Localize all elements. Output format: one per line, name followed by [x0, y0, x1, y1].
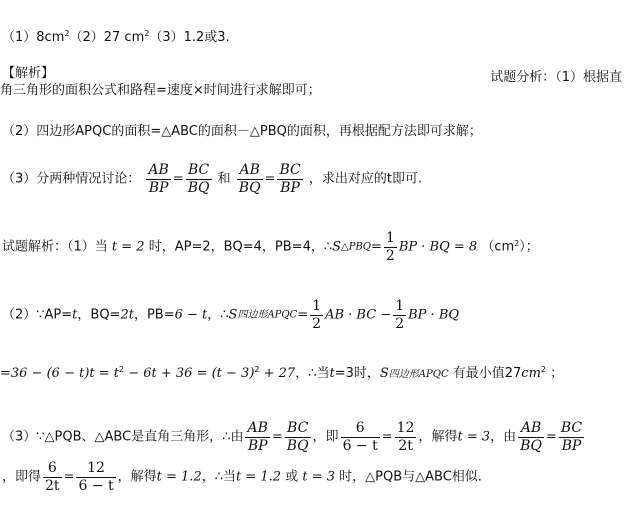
frac-num: 12: [76, 460, 115, 478]
s5-solve: ，解得: [117, 469, 157, 485]
frac-den: BQ: [187, 180, 210, 196]
s2-2t: 2t: [120, 307, 134, 323]
fraction-ab-bq-2: [518, 420, 544, 455]
s1-expr: BP · BQ = 8: [398, 239, 478, 255]
s3-expr2: − 6t + 36 = (t − 3): [124, 366, 255, 381]
frac-num: BC: [560, 420, 583, 436]
s4-by: ，即: [312, 429, 339, 445]
analysis-line-3-pre: （3）分两种情况讨论：: [2, 171, 141, 187]
frac-num: 6: [341, 420, 380, 438]
s1-mid: 时，AP=2，BQ=4，PB=4，∴: [148, 239, 333, 255]
answer-2-value: 27 cm: [103, 30, 145, 45]
s5-t12b: t = 1.2: [236, 469, 282, 485]
frac-num: 12: [396, 420, 415, 436]
s4-eq: =: [381, 429, 393, 445]
fraction-bc-bp: [277, 162, 302, 197]
s2-sub: 四边形APQC: [237, 309, 298, 321]
frac-den: 2t: [45, 478, 60, 494]
frac-num: 1: [385, 230, 395, 246]
frac-num: BC: [279, 162, 301, 178]
answer-3-value: 1.2或3.: [183, 30, 230, 45]
fraction-bc-bp-2: [559, 420, 584, 455]
s1-pre: 试题解析：（1）当: [2, 239, 108, 255]
fraction-half-1: [310, 298, 323, 333]
s1-unit: （cm: [481, 239, 515, 255]
frac-num: 6: [43, 460, 62, 478]
fraction-12-6t: [76, 460, 115, 495]
answer-1-sup: 2: [64, 29, 70, 38]
s1-unit-sup: 2: [514, 239, 520, 248]
fraction-half: [384, 230, 397, 265]
fraction-half-2: [393, 298, 406, 333]
frac-den: BP: [247, 438, 268, 454]
frac-den: BP: [561, 438, 582, 454]
solution-line-3: [0, 362, 563, 383]
fraction-bc-bq: [186, 162, 212, 197]
frac-num: AB: [518, 420, 544, 438]
s1-t: t = 2: [111, 239, 145, 255]
frac-den: 6 − t: [342, 438, 378, 454]
frac-den: BP: [280, 180, 300, 196]
answer-3-prefix: （3）: [149, 30, 184, 45]
s4-pre: （3）∵△PQB、△ABC是直角三角形，∴由: [2, 429, 244, 445]
s2-eq: =: [297, 307, 309, 323]
s3-mid: ，∴当: [295, 366, 330, 381]
s1-eq: =: [371, 239, 382, 255]
fraction-12-2t: [395, 420, 417, 455]
fraction-6-2t: [43, 460, 62, 495]
s3-sup3: 2: [540, 365, 546, 374]
s2-pre: （2）∵AP=: [2, 307, 73, 323]
solution-line-1: [2, 230, 539, 265]
frac-num: 1: [395, 298, 405, 314]
frac-den: BP: [148, 180, 169, 196]
s3-cm: cm: [521, 366, 541, 381]
analysis-line-3-and: 和: [217, 171, 231, 187]
analysis-line-3: （3）分两种情况讨论： $\frac{AB}{BP}$ = $\frac{BC}{BQ}$ 和 $\frac{AB}{BQ}$ = $\frac{BC}{BP}$ ，求出对应的t即可.: [2, 162, 423, 196]
s5-pre: ，即得: [2, 469, 42, 485]
s3-expr: =36 − (6 − t)t = t: [0, 366, 119, 381]
frac-den: BQ: [238, 180, 261, 196]
answer-2-prefix: （2）: [69, 30, 104, 45]
s4-by2: ，由: [490, 429, 517, 445]
s5-eq: =: [63, 469, 75, 485]
s2-therefore: ，∴: [207, 307, 229, 323]
s1-end: ）；: [519, 239, 539, 255]
s3-eq3: =3时，: [334, 366, 380, 381]
s3-sub: 四边形APQC: [388, 369, 449, 380]
fraction-ab-bq: [237, 162, 263, 197]
frac-den: 2t: [398, 438, 413, 454]
fraction-bc-bq-2: [285, 420, 311, 455]
frac-num: 1: [312, 298, 322, 314]
s4-t3: t = 3: [457, 429, 491, 445]
analysis-line-3-post: ，求出对应的t即可.: [308, 171, 423, 187]
frac-den: BQ: [520, 438, 542, 454]
s2-bpbq: BP · BQ: [408, 307, 460, 323]
fraction-ab-bp: [146, 162, 170, 197]
frac-den: 2: [385, 248, 395, 264]
answer-1-prefix: （1）: [2, 30, 37, 45]
s5-or: 或: [285, 469, 299, 485]
s2-pb: ，PB=: [133, 307, 175, 323]
answer-2-sup: 2: [144, 29, 150, 38]
answer-line: [2, 26, 230, 46]
s5-mid: ，∴当: [201, 469, 236, 485]
analysis-right-head: 试题分析：（1）根据直: [490, 70, 622, 85]
fraction-ab-bp-2: [245, 420, 269, 455]
solution-line-2: [2, 298, 459, 333]
s4-solve: ，解得: [418, 429, 458, 445]
s2-S: S: [228, 307, 238, 323]
frac-den: 2: [312, 316, 322, 332]
s3-min: 有最小值27: [452, 366, 522, 381]
fraction-6-6t: [341, 420, 380, 455]
s3-S: S: [379, 366, 389, 381]
solution-line-5: [2, 460, 482, 495]
s3-t: t: [329, 366, 335, 381]
frac-num: AB: [247, 420, 268, 436]
solution-line-4: （3）∵△PQB、△ABC是直角三角形，∴由 $\frac{AB}{BP}$ = $\frac{BC}{BQ}$ ，即 $\frac{6}{6 - t}$ = $\frac{12}{2t}$ ，解得t = 3，由 $\frac{AB}{BQ}$ = $\frac{BC}{BP}$: [2, 420, 583, 454]
frac-den: BQ: [286, 438, 309, 454]
frac-num: AB: [237, 162, 263, 180]
answer-1-value: 8cm: [36, 30, 65, 45]
s5-end: 时，△PQB与△ABC相似.: [339, 469, 482, 485]
frac-den: 6 − t: [78, 478, 114, 494]
s2-6t: 6 − t: [174, 307, 208, 323]
s1-sub: △PBQ: [341, 241, 371, 253]
s3-end: ；: [550, 366, 564, 381]
frac-num: BC: [285, 420, 311, 438]
s2-abbc: AB · BC −: [325, 307, 392, 323]
analysis-line-2: （2）四边形APQC的面积=△ABC的面积－△PBQ的面积，再根据配方法即可求解；: [2, 124, 482, 139]
frac-num: AB: [148, 162, 169, 178]
s5-t12: t = 1.2: [156, 469, 202, 485]
s2-t: t: [72, 307, 78, 323]
s3-sup1: 2: [119, 365, 125, 374]
s3-sup2: 2: [254, 365, 260, 374]
s2-bq: ，BQ=: [77, 307, 121, 323]
analysis-line-1: 角三角形的面积公式和路程=速度×时间进行求解即可；: [0, 83, 321, 98]
s5-t3: t = 3: [302, 469, 336, 485]
frac-num: BC: [186, 162, 212, 180]
analysis-title: 【解析】: [2, 66, 55, 81]
frac-den: 2: [395, 316, 405, 332]
s3-expr3: + 27: [259, 366, 296, 381]
s1-S: S: [332, 239, 342, 255]
